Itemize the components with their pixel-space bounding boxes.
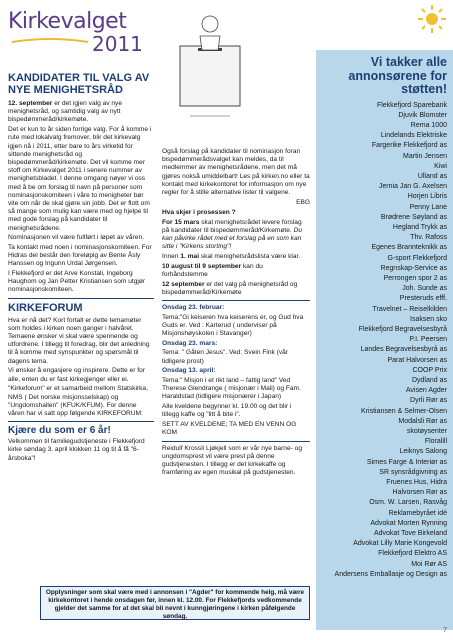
event-text-3: Tema:" Misjon i et rikt land – fattig land" Ved Therese Glendrange ( misjonær i Mali) og Fam. Haraldstad (tidligere misjonærer i Japan) — [162, 377, 301, 401]
sponsor-item: Modalsli Rør as — [398, 417, 447, 425]
paragraph-valg: Det er kun to år siden forrige valg. For å komme i rute med lokalvalg fremover, blir det kirkevalg igjen nå i 2011, etter bare to års virketid for sittende menighetsråd og bispedømmeråd/kirkemøte. Det vil komme mer stoff om Kirkevalget 2011 i senere nummer av menighetsbladet. I denne omgang nøyer vi oss med å be om forslag til navn på personer som nominasjonskomiteen i våre to menigheter bør vite om når de skal gjøre sin jobb. Det er flott om så mange som mulig kan være med og hjelpe til med gode forslag på kandidater til menighetsrådene. — [8, 126, 152, 232]
sponsor-item: Landes Begravelsesbyrå as — [360, 346, 447, 354]
sponsor-item: Advokat Lilly Marie Kongevold — [353, 540, 447, 548]
sponsor-item: Dyrli Rør as — [410, 397, 447, 405]
sponsor-item: Horjen Libris — [407, 193, 447, 201]
divider — [162, 300, 310, 301]
kirkevalget-logo — [8, 10, 148, 66]
sponsor-item: Halvorsen Rør as — [392, 489, 447, 497]
sponsor-item: Leiknys Salong — [399, 448, 447, 456]
paragraph-6-ar: Velkommen til familiegudstjeneste i Flekkefjord kirke søndag 3. april klokken 11 og til å få "6-årsboka"! — [8, 438, 145, 462]
sun-icon — [417, 4, 447, 34]
paragraph-bispedomme: Også forslag på kandidater til nominasjon foran bispedømmerådsvalget kan meldes, da til medlemmer av menighetsrådene, men det må gjøres nokså umiddelbart! Les på kirken.no eller ta kontakt med kirkekontoret for informasjon om nye regler for å stille alternative lister til valgene. — [162, 148, 310, 197]
sponsor-item: SR synsrådgivning as — [379, 468, 447, 476]
sponsor-item: P.I. Peersen — [409, 336, 447, 344]
heading-kirkeforum: KIRKEFORUM — [8, 301, 83, 314]
sponsor-item: Isaksen sko — [410, 315, 447, 323]
divider — [162, 441, 310, 442]
paragraph-krossli: Reidulf Krossli Ljøkjell som er vår nye barne- og ungdomsprest vil være prest på denne gudstjenesten. I tillegg er det kirkekaffe og framføring av egen musikal på gudstjenesten. — [162, 444, 302, 477]
paragraph-kirkeforum-3: "Kirkeforum" er et samarbeid mellom Statskirka, NMS ( Det norske misjonsselskap) og "Ungdomshallen" (KFUK/KFUM). For denne våren har vi satt opp følgende KIRKEFORUM: — [8, 385, 148, 417]
sponsor-item: Djuvik Blomster — [398, 111, 447, 119]
paragraph-nominasjon: Nominasjonen vil være fullført i løpet av våren. — [8, 234, 144, 242]
box-title-6-ar: Kjære du som er 6 år! — [8, 425, 111, 437]
logo-year: 2011 — [92, 32, 143, 56]
logo-title: Kirkevalget — [8, 9, 127, 34]
paragraph-flekkefjord: I Flekkefjord er det Arve Konstali, Ingeborg Haughom og Jan Petter Kristiansen som utgjør nominasjonskomiteen. — [8, 270, 146, 294]
sponsor-item: Parat Halvorsen as — [387, 356, 447, 364]
sponsor-item: Travelnet – Reiselkilden — [372, 305, 447, 313]
sponsor-item: COOP Prix — [412, 366, 447, 374]
sponsor-item: Advokat Tove Birkeland — [373, 530, 447, 538]
sponsor-item: Penny Lane — [409, 203, 447, 211]
paragraph-kirkeforum-1: Hva er nå det? Kort fortalt er dette temamøter som holdes i kirken noen ganger i halvåret. Temaene ønsker vi skal være spennende og utfordrene. I tillegg til foredrag, blir det anledning til å komme med synspunkter og spørsmål til dagens tema. — [8, 316, 150, 365]
sponsor-item: Kiwi — [434, 162, 447, 170]
sponsor-item: Advokat Morten Rynning — [370, 519, 447, 527]
sponsor-item: Dydland as — [411, 376, 447, 384]
sponsor-item: Avisen Agder — [405, 387, 447, 395]
divider — [8, 421, 154, 422]
sponsor-item: Regnskap-Service as — [380, 264, 447, 272]
sponsor-item: G-sport Flekkefjord — [387, 254, 447, 262]
paragraph-process-1: For 15 mars skal menighetsrådet levere forslag på kandidater til bispedømmeråd/Kirkemøte. Du kan påvirke rådet med et forslag på en som kan sitte i "Kirkens storting"! — [162, 218, 303, 251]
divider — [8, 298, 154, 299]
paragraph-process-4: 12 september er det valg på menighetsråd og bispedømmeråd/Kirkemøte — [162, 280, 298, 296]
sponsor-item: Hegland Trykk as — [392, 223, 447, 231]
sponsor-item: Moi Rør AS — [411, 560, 447, 568]
event-welcome: SETT AV KVELDENE; TA MED EN VENN OG KOM — [162, 421, 297, 437]
sponsor-item: Osm. W. Larsen, Rasvåg — [369, 499, 447, 507]
paragraph-intro: 12. september er det igjen valg av nye menighetsråd, og samtidig valg av nytt bispedømmeråd/kirkemøte. — [8, 100, 123, 124]
event-text-1: Tema:"Gi keiseren hva keiserens er, og Gud hva Guds er. Ved : Karterud ( underviser på Misjonshøyskolen i Stavanger) — [162, 313, 304, 338]
ballot-illustration-icon — [160, 6, 260, 146]
sponsor-item: Perrongen spor 2 as — [383, 274, 447, 282]
page-number: 7 — [443, 627, 447, 634]
sponsor-list — [316, 101, 453, 581]
footer-notice: Opplysninger som skal være med i annonsen i "Agder" for kommende helg, må være kirkekontoret i hende onsdagen før, innen kl. 12.00. For Flekkefjords vedkommende gjelder det samme for at det skal bli nevnt i kunngjøringene i kirken påfølgende søndag. — [40, 586, 310, 620]
sponsor-item: skotøysenter — [406, 428, 447, 435]
sponsor-item: Floralill — [424, 438, 447, 446]
sponsor-item: Joh. Sunde as — [402, 285, 447, 293]
sponsor-item: Reklamebyrået idé — [388, 509, 447, 517]
sponsor-item: Jernia Jan G. Axelsen — [378, 183, 447, 191]
sponsor-item: Rema 1000 — [410, 121, 447, 129]
event-text-2: Tema: " Gåten Jesus". Ved: Svein Fink (vår tidligere prost) — [162, 349, 288, 365]
column-left — [8, 72, 154, 464]
sponsor-item: Brødrene Søyland as — [380, 213, 447, 221]
event-date-2: Onsdag 23. mars: — [162, 339, 218, 347]
paragraph-process-2: Innen 1. mai skal menighetsrådslista være klar. — [162, 252, 301, 260]
sponsor-sidebar — [316, 50, 453, 630]
paragraph-process-3: 10 august til 9 september kan du forhåndstemme — [162, 262, 263, 278]
sponsor-item: Flekkefjord Sparebank — [376, 101, 447, 109]
sponsor-item: Ulland as — [417, 172, 447, 180]
sponsor-item: Presteruds efff. — [399, 295, 447, 303]
event-all: Alle kveldene begynner kl. 19.00 og det blir i tillegg kaffe og "litt å bite i". — [162, 403, 292, 419]
sponsor-item: Fruenes Hus, Hidra — [386, 479, 447, 487]
sponsor-item: Fargerike Flekkefjord as — [371, 142, 447, 150]
sponsor-item: Flekkefjord Elektro AS — [378, 550, 447, 558]
heading-prosessen: Hva skjer i prosessen ? — [162, 208, 236, 216]
sponsor-item: Lindelands Elektriske — [380, 132, 447, 140]
event-date-1: Onsdag 23. februar: — [162, 303, 225, 311]
sponsor-item: Egenes Brannteknikk as — [371, 244, 447, 252]
sponsor-item: Andersens Emballasje og Design as — [334, 570, 447, 578]
sidebar-title: Vi takker alle annonsørene for støtten! — [348, 55, 447, 96]
signature: EBG — [296, 198, 310, 206]
column-middle — [162, 148, 310, 479]
event-date-3: Onsdag 13. april: — [162, 367, 216, 375]
sponsor-item: Thv. Rafoss — [410, 234, 447, 242]
logo-swoosh-icon — [10, 36, 90, 46]
sponsor-item: Martin Jensen — [403, 152, 447, 160]
sponsor-item: Sirnes Farge & Interiør as — [366, 458, 447, 466]
paragraph-hidra: Ta kontakt med noen i nominasjonskomiteen. For Hidras del består den foreløpig av Bente Åsly Hanssen og Ingunn Urdal Jørgensen. — [8, 243, 152, 268]
paragraph-kirkeforum-2: Vi ønsker å engasjere og inspirere. Dette er for alle, enten du er fast kirkegjenger eller ei. — [8, 367, 145, 383]
heading-kandidater: KANDIDATER TIL VALG AV NYE MENIGHETSRÅD — [8, 72, 150, 96]
sponsor-item: Kristiansen & Selmer-Olsen — [361, 407, 447, 415]
sponsor-item: Flekkefjord Begravelsesbyrå — [358, 325, 447, 333]
